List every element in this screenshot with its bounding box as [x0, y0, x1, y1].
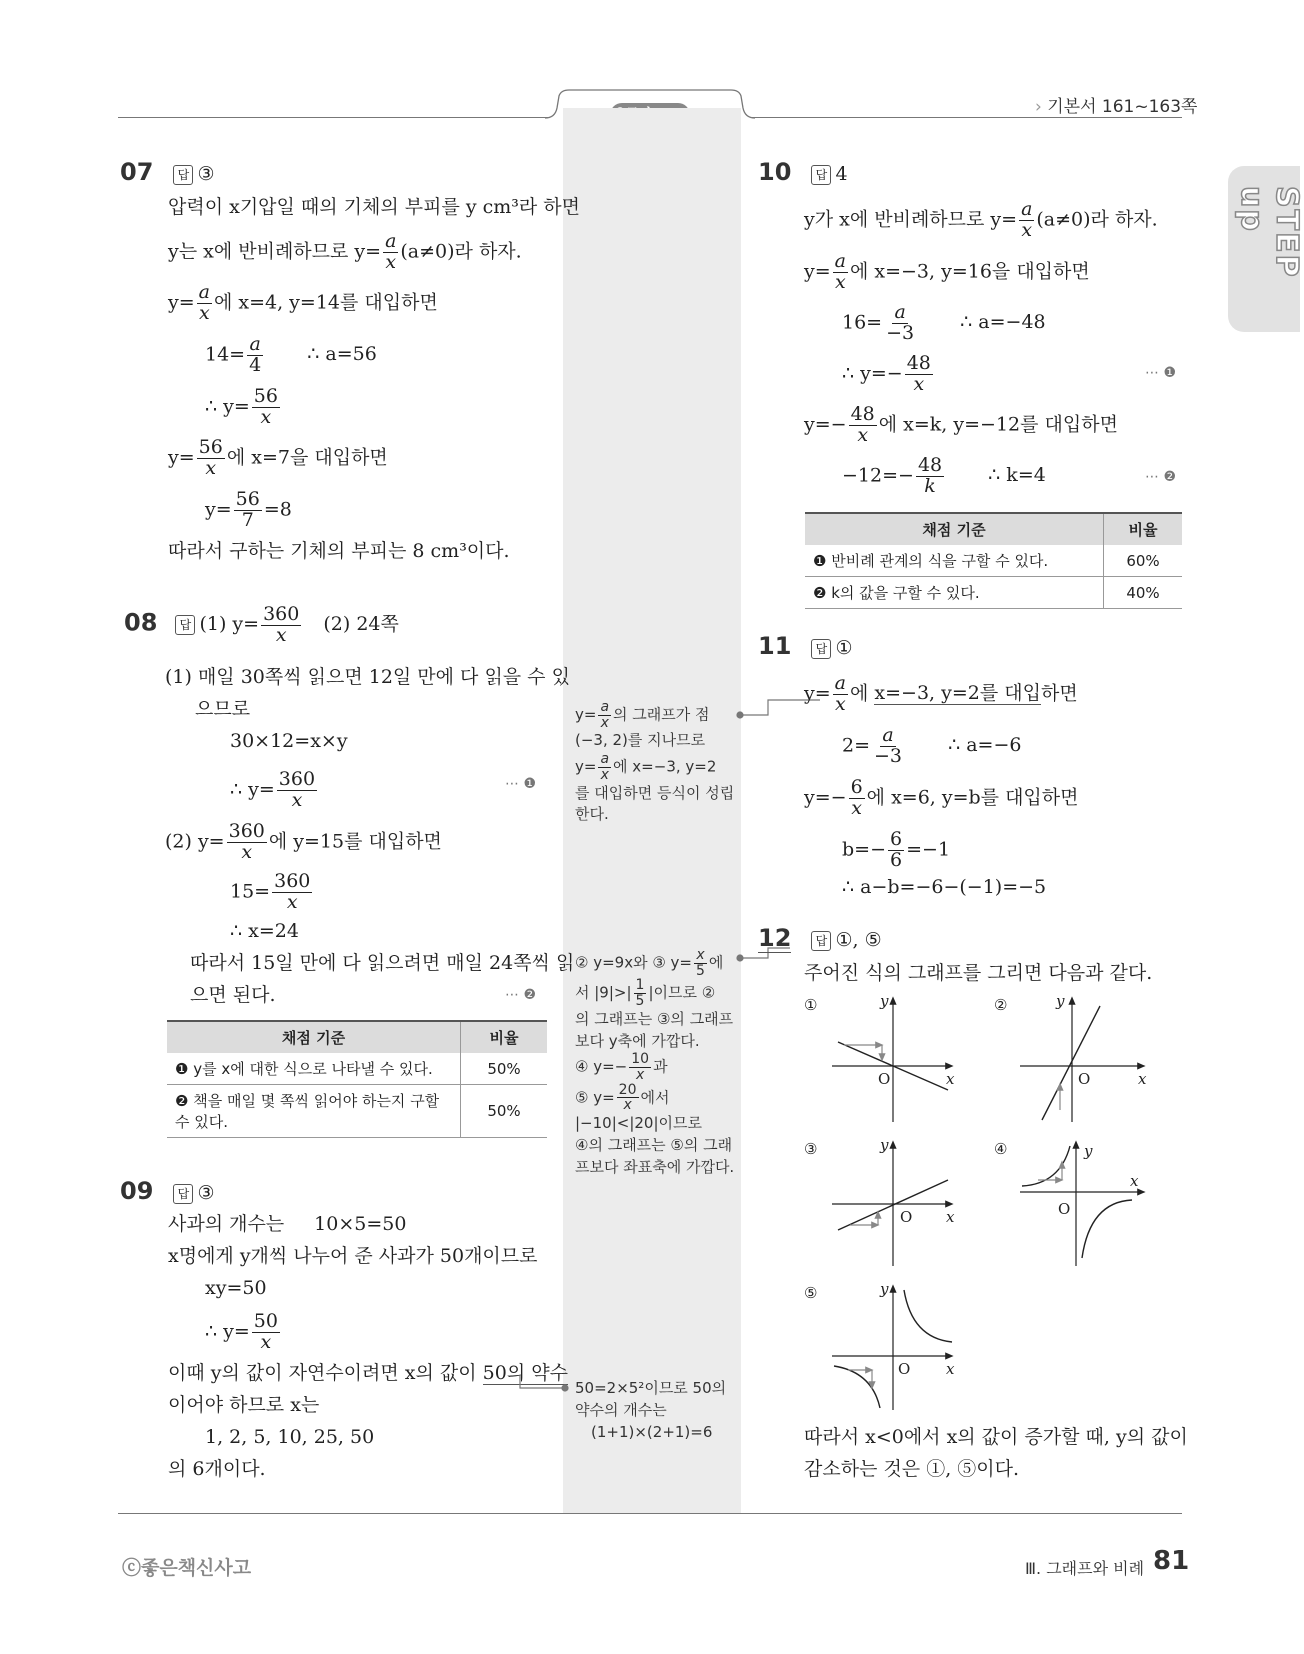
q09-header: 09 답 ③ [120, 1177, 215, 1205]
step-marker-2: ⋯ ❷ [505, 987, 537, 1003]
svg-text:O: O [898, 1360, 911, 1378]
q11-number: 11 [758, 632, 792, 660]
q07-line7: y= $\frac{56}{7}$ =8 [205, 488, 292, 531]
answer-icon: 답 [811, 165, 831, 185]
sidebar-note-3: 50=2×5²이므로 50의 약수의 개수는 (1+1)×(2+1)=6 [575, 1379, 727, 1441]
q10-line4: ∴ y=− $\frac{48}{x}$ [842, 352, 931, 395]
svg-text:y: y [880, 992, 889, 1010]
q09-line8: 의 6개이다. [168, 1458, 266, 1480]
graph-label-2: ② [994, 996, 1008, 1014]
q10-line5: y=− $\frac{48}{x}$ 에 x=k, y=−12를 대입하면 [804, 403, 1118, 446]
answer-icon: 답 [175, 615, 195, 635]
table-row: ❶ y를 x에 대한 식으로 나타낼 수 있다. 50% [167, 1053, 547, 1085]
svg-text:O: O [900, 1208, 913, 1226]
page-reference: › 기본서 161~163쪽 [1035, 97, 1198, 117]
q12-conclusion-1: 따라서 x<0에서 x의 값이 증가할 때, y의 값이 [804, 1426, 1188, 1448]
svg-text:y: y [880, 1280, 889, 1298]
q07-number: 07 [120, 158, 154, 186]
q09-line3: xy=50 [205, 1277, 267, 1299]
q09-line6: 이어야 하므로 x는 [168, 1394, 320, 1416]
q07-line4: 14= $\frac{a}{4}$ ∴ a=56 [205, 333, 377, 376]
q10-line3: 16= $\frac{a}{-3}$ ∴ a=−48 [842, 301, 1046, 344]
q07-line1: 압력이 x기압일 때의 기체의 부피를 y cm³라 하면 [168, 196, 581, 218]
q11-line2: 2= $\frac{a}{-3}$ ∴ a=−6 [842, 724, 1022, 767]
q07-line6: y= $\frac{56}{x}$ 에 x=7을 대입하면 [168, 436, 388, 479]
graph-label-5: ⑤ [804, 1284, 818, 1302]
q12-header: 12 답 ①, ⑤ [758, 924, 882, 952]
q08-p1d: ∴ y= $\frac{360}{x}$ [230, 768, 316, 811]
step-up-label: STEP up [1234, 186, 1304, 279]
q08-scoring-table: 채점 기준 비율 ❶ y를 x에 대한 식으로 나타낼 수 있다. 50% ❷ 책을 매일 몇 쪽씩 읽어야 하는지 구할 수 있다. 50% [167, 1020, 547, 1138]
publisher-logo: ⓒ좋은책신사고 [122, 1557, 252, 1579]
q12-graphs [800, 990, 1180, 1410]
q11-line3: y=− $\frac{6}{x}$ 에 x=6, y=b를 대입하면 [804, 776, 1079, 819]
step-marker-1: ⋯ ❶ [505, 776, 537, 792]
q07-line8: 따라서 구하는 기체의 부피는 8 cm³이다. [168, 540, 510, 562]
q08-p2e: 따라서 15일 만에 다 읽으려면 매일 24쪽씩 읽 [190, 952, 575, 974]
svg-text:x: x [946, 1070, 955, 1088]
answer-icon: 답 [173, 165, 193, 185]
q11-header: 11 답 ① [758, 632, 853, 660]
q11-line4: b=− $\frac{6}{6}$ =−1 [842, 828, 951, 871]
table-row: ❷ 책을 매일 몇 쪽씩 읽어야 하는지 구할 수 있다. 50% [167, 1085, 547, 1138]
sidebar-note-2: ② y=9x와 ③ y= $\frac{x}{5}$ 에 서 |9|>| $\frac{1}{5}$ |이므로 ② 의 그래프는 ③의 그래프 보다 y축에 가깝다. ④ y=− $\frac{10}{x}$ 과 ⑤ y= $\frac{20}{x}$ 에서 |−10|<|20|이므로 ④의 그래프는 ⑤의 그래 프보다 좌표축에 가깝다. [575, 947, 735, 1176]
q08-p1a: (1) 매일 30쪽씩 읽으면 12일 만에 다 읽을 수 있 [165, 666, 570, 688]
q08-p1b: 으므로 [195, 698, 251, 720]
graph-1 [804, 992, 955, 1122]
table-row: ❶ 반비례 관계의 식을 구할 수 있다. 60% [805, 545, 1182, 577]
q09-line7: 1, 2, 5, 10, 25, 50 [205, 1426, 375, 1448]
svg-text:x: x [946, 1208, 955, 1226]
q10-number: 10 [758, 158, 792, 186]
svg-text:x: x [1138, 1070, 1147, 1088]
chevron-right-icon: › [1035, 97, 1042, 117]
q12-line1: 주어진 식의 그래프를 그리면 다음과 같다. [804, 962, 1153, 984]
q09-line5: 이때 y의 값이 자연수이려면 x의 값이 50의 약수 [168, 1362, 568, 1384]
svg-text:O: O [1058, 1200, 1071, 1218]
q08-p2c: 15= $\frac{360}{x}$ [230, 870, 311, 913]
q10-header: 10 답 4 [758, 158, 848, 186]
graph-2 [994, 992, 1147, 1122]
q09-line4: ∴ y= $\frac{50}{x}$ [205, 1310, 278, 1353]
graph-4 [994, 1140, 1142, 1266]
table-row: ❷ k의 값을 구할 수 있다. 40% [805, 577, 1182, 609]
step-marker-2: ⋯ ❷ [1145, 469, 1177, 485]
q07-line3: y= $\frac{a}{x}$ 에 x=4, y=14를 대입하면 [168, 281, 438, 324]
sidebar-note-1: y= $\frac{a}{x}$ 의 그래프가 점 (−3, 2)를 지나므로 y= $\frac{a}{x}$ 에 x=−3, y=2 를 대입하면 등식이 성립 한다. [575, 699, 735, 824]
q11-line5: ∴ a−b=−6−(−1)=−5 [842, 876, 1047, 898]
answer-icon: 답 [173, 1184, 193, 1204]
q11-line1: y= $\frac{a}{x}$ 에 x=−3, y=2를 대입하면 [804, 672, 1078, 715]
q07-header: 07 답 ③ [120, 158, 215, 186]
q09-number: 09 [120, 1177, 154, 1205]
q08-header: 08 답 (1) y= $\frac{360}{x}$ (2) 24쪽 [124, 603, 399, 646]
q12-conclusion-2: 감소하는 것은 ①, ⑤이다. [804, 1458, 1020, 1480]
q07-line5: ∴ y= $\frac{56}{x}$ [205, 385, 278, 428]
svg-text:O: O [1078, 1070, 1091, 1088]
answer-icon: 답 [811, 639, 831, 659]
q07-line2: y는 x에 반비례하므로 y= $\frac{a}{x}$ (a≠0)라 하자. [168, 230, 522, 273]
svg-text:O: O [878, 1070, 891, 1088]
graph-label-4: ④ [994, 1140, 1008, 1158]
svg-text:x: x [946, 1360, 955, 1378]
q09-line1: 사과의 개수는 10×5=50 [168, 1213, 407, 1235]
chapter-title: Ⅲ. 그래프와 비례 [1025, 1559, 1145, 1578]
svg-text:x: x [1130, 1172, 1139, 1190]
q10-line6: −12=− $\frac{48}{k}$ ∴ k=4 [842, 454, 1046, 497]
q08-p2f: 으면 된다. [190, 984, 276, 1006]
graph-label-1: ① [804, 996, 818, 1014]
svg-text:y: y [1056, 992, 1065, 1010]
q09-line2: x명에게 y개씩 나누어 준 사과가 50개이므로 [168, 1245, 538, 1267]
q10-scoring-table: 채점 기준 비율 ❶ 반비례 관계의 식을 구할 수 있다. 60% ❷ k의 값을 구할 수 있다. 40% [805, 512, 1182, 609]
q08-p2d: ∴ x=24 [230, 920, 299, 942]
svg-text:y: y [1084, 1142, 1093, 1160]
q10-line1: y가 x에 반비례하므로 y= $\frac{a}{x}$ (a≠0)라 하자. [804, 198, 1158, 241]
svg-text:y: y [880, 1136, 889, 1154]
q08-number: 08 [124, 608, 158, 637]
answer-icon: 답 [811, 931, 831, 951]
graph-5 [804, 1280, 955, 1410]
q08-p1c: 30×12=x×y [230, 730, 348, 752]
graph-3 [804, 1136, 955, 1266]
graph-label-3: ③ [804, 1140, 818, 1158]
step-marker-1: ⋯ ❶ [1145, 365, 1177, 381]
page-number: 81 [1153, 1546, 1190, 1576]
q10-line2: y= $\frac{a}{x}$ 에 x=−3, y=16을 대입하면 [804, 250, 1090, 293]
q12-number: 12 [758, 924, 792, 952]
q08-p2a: (2) y= $\frac{360}{x}$ 에 y=15를 대입하면 [165, 820, 442, 863]
